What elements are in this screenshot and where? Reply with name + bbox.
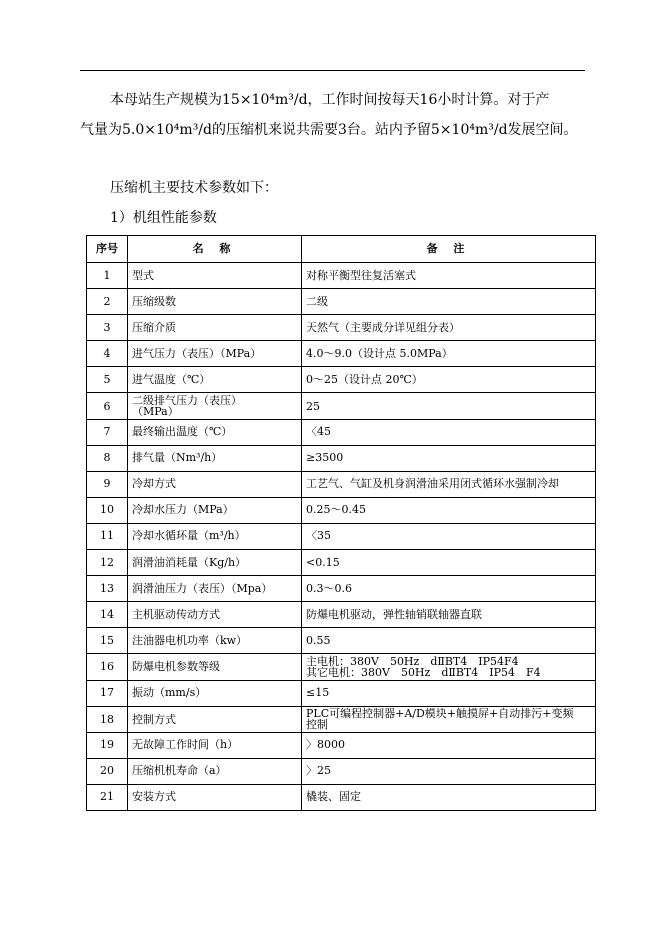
row-name: 润滑油压力（表压）（Mpa） (128, 576, 302, 602)
row-name: 冷却水压力（MPa） (128, 497, 302, 523)
row-note: 二级 (302, 289, 596, 315)
row-note: 对称平衡型往复活塞式 (302, 263, 596, 289)
row-index: 9 (87, 471, 128, 497)
header-note: 备 注 (302, 236, 596, 263)
row-name: 振动（mm/s） (128, 680, 302, 706)
performance-table (86, 235, 596, 811)
row-index: 2 (87, 289, 128, 315)
table-row (87, 367, 596, 393)
row-note: 〈45 (302, 419, 596, 445)
table-row (87, 706, 596, 732)
table-row (87, 419, 596, 445)
table-row (87, 758, 596, 784)
row-note: 0.55 (302, 628, 596, 654)
section-heading: 1）机组性能参数 (110, 210, 217, 226)
row-note: 0.25～0.45 (302, 497, 596, 523)
table-row (87, 576, 596, 602)
row-note: 0～25（设计点 20℃） (302, 367, 596, 393)
row-note: 4.0～9.0（设计点 5.0MPa） (302, 341, 596, 367)
table-row (87, 341, 596, 367)
row-index: 19 (87, 732, 128, 758)
header-index: 序号 (87, 236, 128, 263)
row-index: 7 (87, 419, 128, 445)
intro-paragraph-line2: 气量为5.0×10⁴m³/d的压缩机来说共需要3台。站内予留5×10⁴m³/d发展空间。 (80, 122, 578, 138)
row-index: 14 (87, 602, 128, 628)
row-index: 12 (87, 550, 128, 576)
row-index: 6 (87, 393, 128, 419)
row-index: 21 (87, 784, 128, 810)
row-index: 15 (87, 628, 128, 654)
intro-paragraph-line1: 本母站生产规模为15×10⁴m³/d，工作时间按每天16小时计算。对于产 (110, 92, 550, 108)
row-note-line1: 主电机：380V 50Hz dⅡBT4 IP54F4 (306, 654, 519, 668)
row-name (128, 393, 302, 419)
row-index: 3 (87, 315, 128, 341)
table-row (87, 445, 596, 471)
row-name: 润滑油消耗量（Kg/h） (128, 550, 302, 576)
row-note: ≥3500 (302, 445, 596, 471)
table-header-row (87, 236, 596, 263)
row-name: 压缩介质 (128, 315, 302, 341)
header-name: 名 称 (128, 236, 302, 263)
row-name: 主机驱动传动方式 (128, 602, 302, 628)
row-name: 无故障工作时间（h） (128, 732, 302, 758)
row-note: 橇装、固定 (302, 784, 596, 810)
row-name: 进气压力（表压）（MPa） (128, 341, 302, 367)
table-row (87, 602, 596, 628)
row-index: 18 (87, 706, 128, 732)
row-index: 16 (87, 654, 128, 680)
table-row (87, 497, 596, 523)
table-row (87, 628, 596, 654)
row-note: 防爆电机驱动，弹性轴销联轴器直联 (302, 602, 596, 628)
row-index: 4 (87, 341, 128, 367)
table-row (87, 654, 596, 680)
row-name-line1: 二级排气压力（表压） (132, 394, 242, 408)
row-note: ≤15 (302, 680, 596, 706)
table-row (87, 393, 596, 419)
row-note: 〈35 (302, 523, 596, 549)
table-row (87, 732, 596, 758)
row-note: 0.3～0.6 (302, 576, 596, 602)
row-index: 17 (87, 680, 128, 706)
row-index: 8 (87, 445, 128, 471)
row-note: 〉8000 (302, 732, 596, 758)
row-name: 注油器电机功率（kw） (128, 628, 302, 654)
row-name: 冷却方式 (128, 471, 302, 497)
row-name: 控制方式 (128, 706, 302, 732)
row-name: 冷却水循环量（m³/h） (128, 523, 302, 549)
row-name-line2: （MPa） (132, 405, 179, 419)
row-index: 5 (87, 367, 128, 393)
table-row (87, 680, 596, 706)
table-row (87, 523, 596, 549)
row-index: 10 (87, 497, 128, 523)
row-note (302, 706, 596, 732)
table-row (87, 550, 596, 576)
row-note: 天然气（主要成分详见组分表） (302, 315, 596, 341)
table-row (87, 263, 596, 289)
row-name: 安装方式 (128, 784, 302, 810)
row-name: 防爆电机参数等级 (128, 654, 302, 680)
row-note: <0.15 (302, 550, 596, 576)
table-row (87, 784, 596, 810)
row-index: 13 (87, 576, 128, 602)
row-name: 型式 (128, 263, 302, 289)
table-row (87, 289, 596, 315)
row-note (302, 654, 596, 680)
params-intro: 压缩机主要技术参数如下： (110, 180, 278, 196)
row-name: 压缩机机寿命（a） (128, 758, 302, 784)
row-note-line1: PLC可编程控制器+A/D模块+触摸屏+自动排污+变频 (306, 707, 574, 721)
row-name: 排气量（Nm³/h） (128, 445, 302, 471)
row-index: 11 (87, 523, 128, 549)
row-index: 1 (87, 263, 128, 289)
table-row (87, 315, 596, 341)
row-name: 最终输出温度（℃） (128, 419, 302, 445)
row-name: 压缩级数 (128, 289, 302, 315)
row-index: 20 (87, 758, 128, 784)
row-note: 工艺气、气缸及机身润滑油采用闭式循环水强制冷却 (302, 471, 596, 497)
header-rule (80, 70, 585, 71)
row-note: 〉25 (302, 758, 596, 784)
row-note-line2: 控制 (306, 718, 328, 732)
row-note-line2: 其它电机：380V 50Hz dⅡBT4 IP54 F4 (306, 665, 541, 679)
table-row (87, 471, 596, 497)
row-name: 进气温度（℃） (128, 367, 302, 393)
row-note: 25 (302, 393, 596, 419)
